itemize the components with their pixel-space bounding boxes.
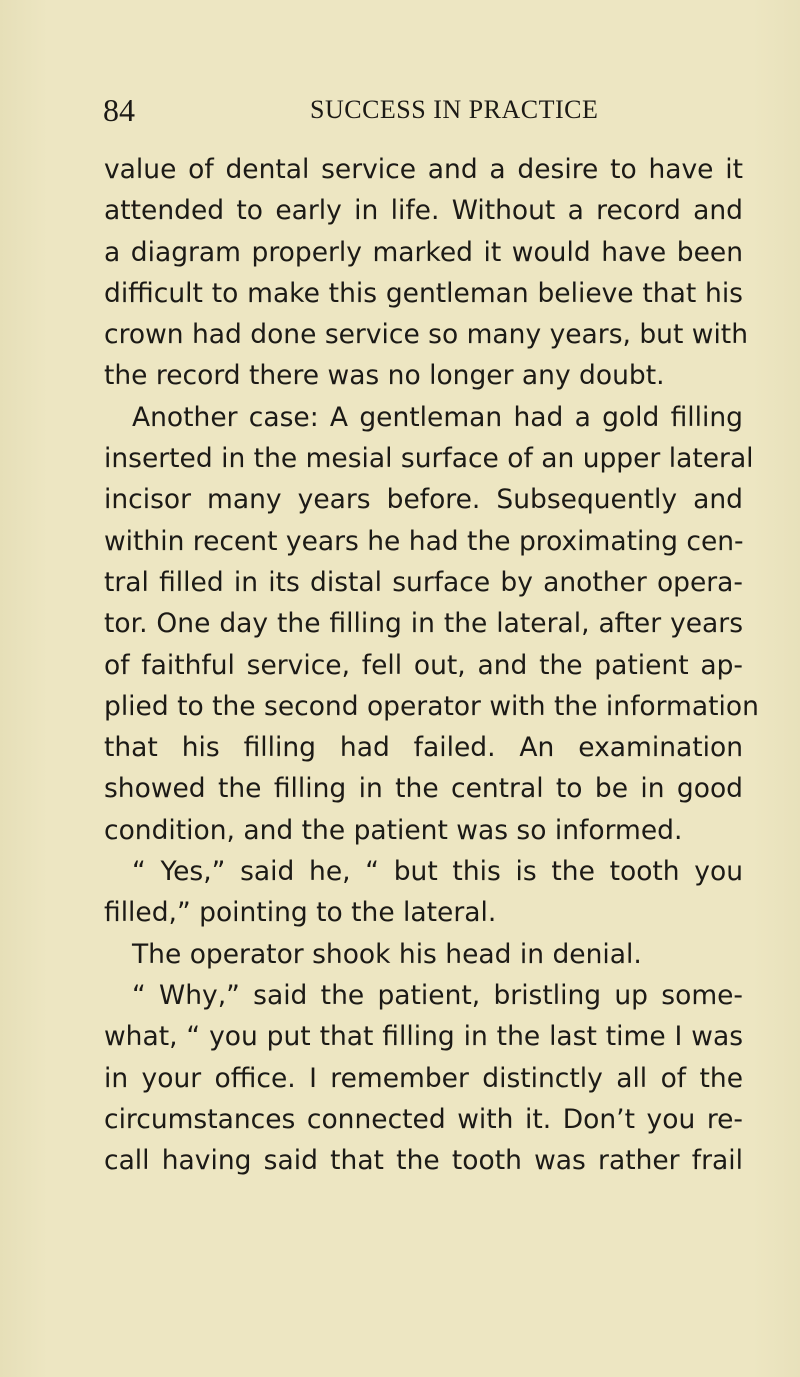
text-line: The operator shook his head in denial. — [132, 938, 642, 970]
text-line: tral filled in its distal surface by another opera- — [104, 566, 743, 598]
body-text — [104, 149, 759, 1181]
text-line: call having said that the tooth was rather frail — [104, 1145, 743, 1177]
text-line: inserted in the mesial surface of an upper lateral — [104, 443, 754, 475]
text-line: the record there was no longer any doubt. — [104, 360, 665, 392]
text-line: that his filling had failed. An examination — [104, 732, 743, 764]
text-line: attended to early in life. Without a record and — [104, 195, 743, 227]
text-line: showed the filling in the central to be in good — [104, 773, 743, 805]
text-line: within recent years he had the proximating cen- — [104, 525, 744, 557]
text-line: a diagram properly marked it would have been — [104, 236, 743, 268]
page-number: 84 — [103, 92, 135, 128]
text-line: plied to the second operator with the information — [104, 690, 759, 722]
text-line: value of dental service and a desire to have it — [104, 154, 743, 185]
text-line: condition, and the patient was so informed. — [104, 814, 683, 846]
text-line: “ Why,” said the patient, bristling up some- — [132, 979, 743, 1011]
running-head — [103, 90, 743, 130]
text-line: “ Yes,” said he, “ but this is the tooth you — [132, 856, 743, 888]
text-line: filled,” pointing to the lateral. — [104, 897, 497, 929]
text-line: tor. One day the filling in the lateral, after years — [104, 608, 743, 640]
text-line: in your office. I remember distinctly all of the — [104, 1062, 743, 1094]
text-line: of faithful service, fell out, and the patient ap- — [104, 649, 743, 681]
text-line: crown had done service so many years, but with — [104, 319, 748, 351]
text-line: what, “ you put that filling in the last time I was — [104, 1021, 743, 1053]
running-title: SUCCESS IN PRACTICE — [310, 95, 599, 124]
text-line: Another case: A gentleman had a gold filling — [132, 401, 743, 433]
text-line: incisor many years before. Subsequently and — [104, 484, 743, 516]
text-line: difficult to make this gentleman believe that his — [104, 277, 743, 309]
text-line: circumstances connected with it. Don’t you re- — [104, 1103, 743, 1135]
